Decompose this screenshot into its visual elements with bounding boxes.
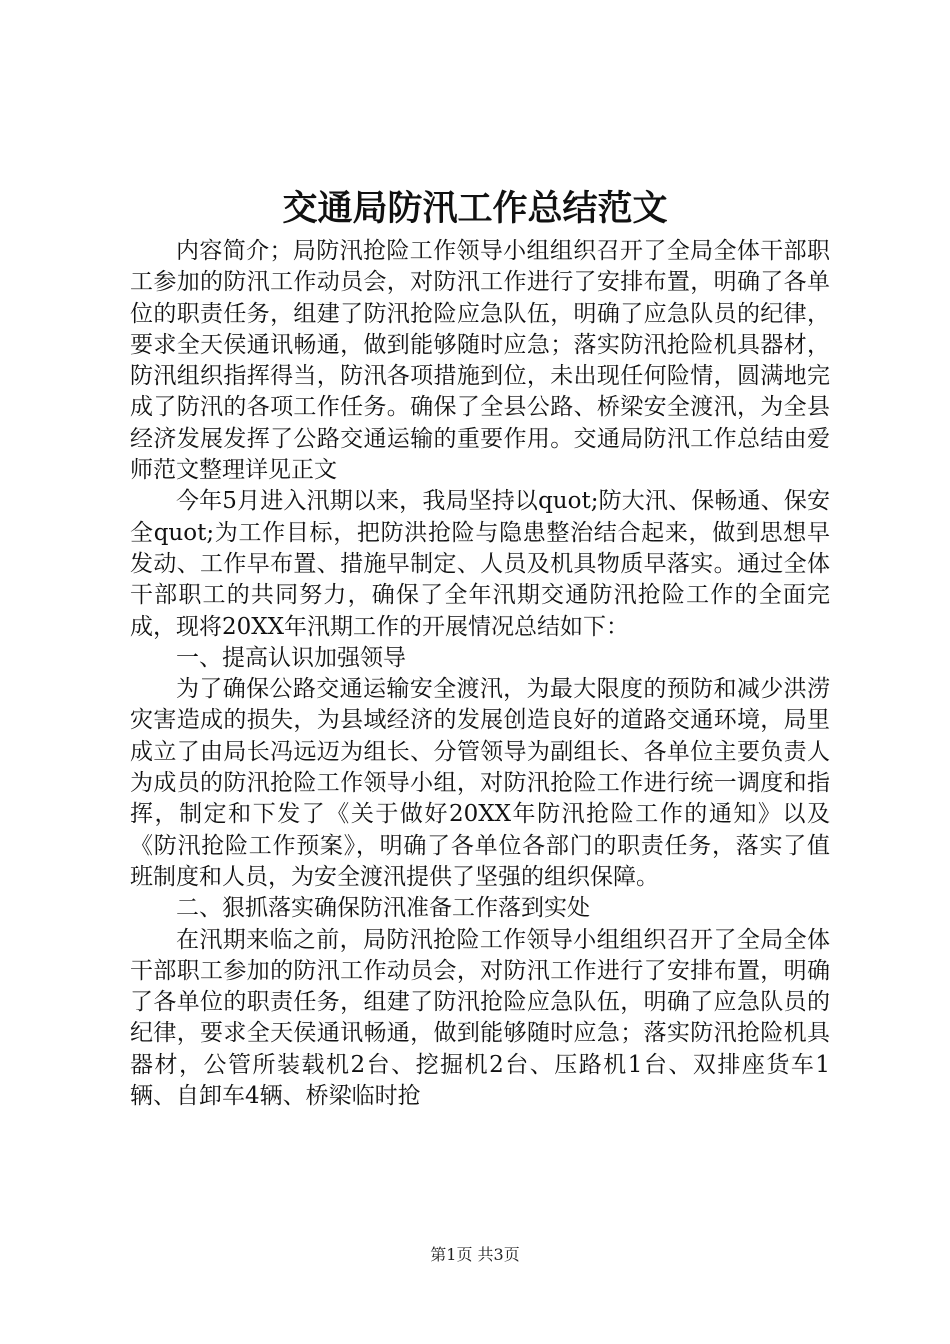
paragraph-section-1: 为了确保公路交通运输安全渡汛，为最大限度的预防和减少洪涝灾害造成的损失，为县域经济的发展创造良好的道路交通环境，局里成立了由局长冯远迈为组长、分管领导为副组长、各单位主要负责人为成员的防汛抢险工作领导小组，对防汛抢险工作进行统一调度和指挥，制定和下发了《关于做好20XX年防汛抢险工作的通知》以及《防汛抢险工作预案》，明确了各单位各部门的职责任务，落实了值班制度和人员，为安全渡汛提供了坚强的组织保障。 [130, 676, 830, 890]
section-heading-1: 一、提高认识加强领导 [176, 644, 406, 671]
section-heading-2: 二、狠抓落实确保防汛准备工作落到实处 [176, 895, 590, 922]
page-footer: 第1页 共3页 [430, 1245, 520, 1264]
document-body [130, 236, 830, 1112]
paragraph-overview: 今年5月进入汛期以来，我局坚持以quot;防大汛、保畅通、保安全quot;为工作目标，把防洪抢险与隐患整治结合起来，做到思想早发动、工作早布置、措施早制定、人员及机具物质早落实。通过全体干部职工的共同努力，确保了全年汛期交通防汛抢险工作的全面完成，现将20XX年汛期工作的开展情况总结如下： [130, 488, 830, 640]
paragraph-intro: 内容简介；局防汛抢险工作领导小组组织召开了全局全体干部职工参加的防汛工作动员会，对防汛工作进行了安排布置，明确了各单位的职责任务，组建了防汛抢险应急队伍，明确了应急队员的纪律，要求全天侯通讯畅通，做到能够随时应急；落实防汛抢险机具器材，防汛组织指挥得当，防汛各项措施到位，未出现任何险情，圆满地完成了防汛的各项工作任务。确保了全县公路、桥梁安全渡汛，为全县经济发展发挥了公路交通运输的重要作用。交通局防汛工作总结由爱师范文整理详见正文 [130, 238, 830, 484]
document-title: 交通局防汛工作总结范文 [282, 188, 668, 229]
paragraph-section-2: 在汛期来临之前，局防汛抢险工作领导小组组织召开了全局全体干部职工参加的防汛工作动员会，对防汛工作进行了安排布置，明确了各单位的职责任务，组建了防汛抢险应急队伍，明确了应急队员的纪律，要求全天侯通讯畅通，做到能够随时应急；落实防汛抢险机具器材，公管所装载机2台、挖掘机2台、压路机1台、双排座货车1辆、自卸车4辆、桥梁临时抢 [130, 926, 830, 1110]
